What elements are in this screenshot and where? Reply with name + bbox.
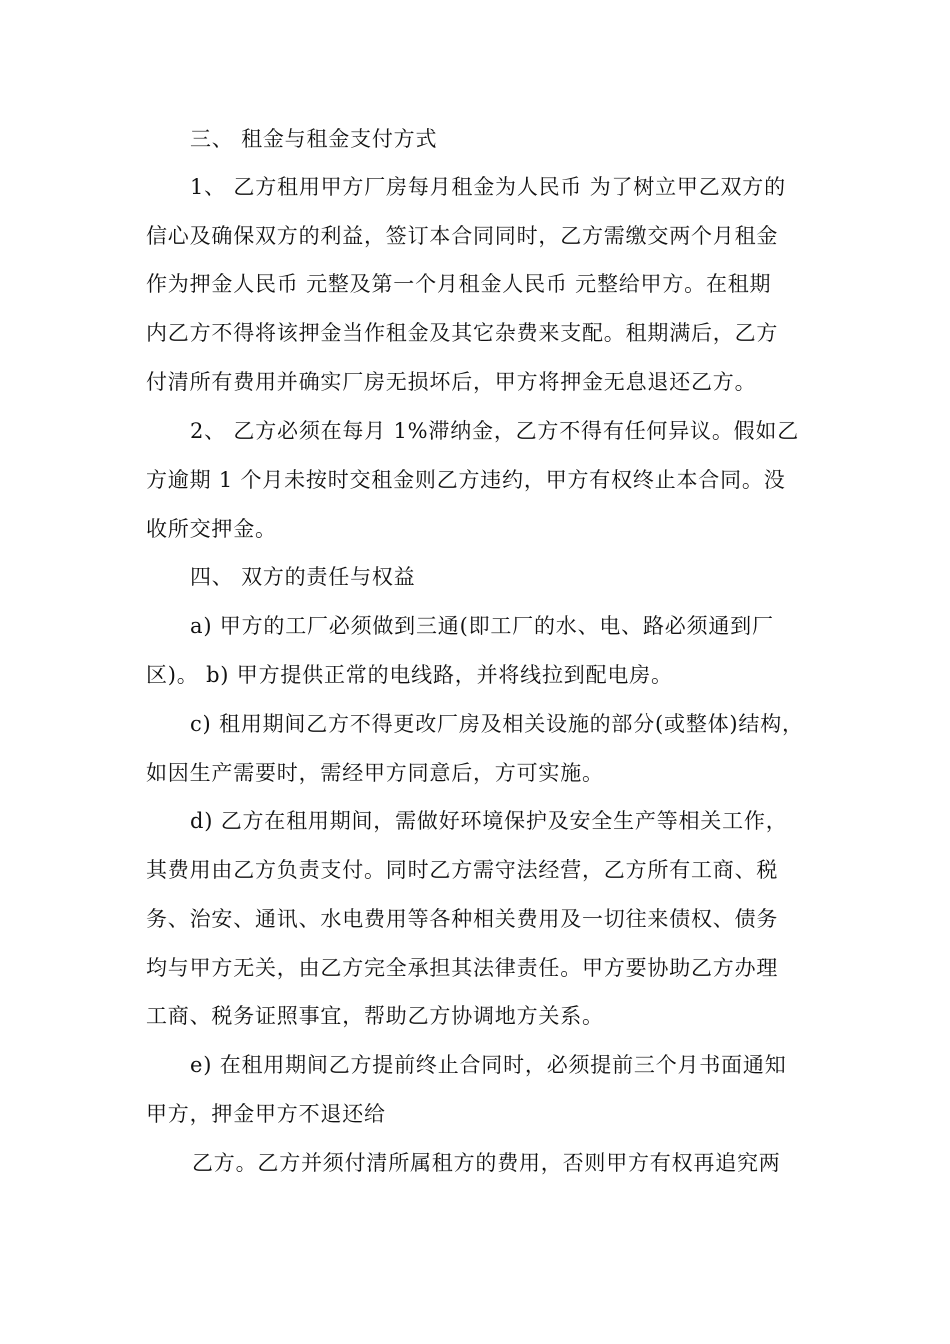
clause-d-line: 其费用由乙方负责支付。同时乙方需守法经营，乙方所有工商、税 <box>146 858 779 882</box>
clause-e-line: 乙方。乙方并须付清所属租方的费用，否则甲方有权再追究两 <box>192 1151 781 1175</box>
clause-1-line: 作为押金人民币 元整及第一个月租金人民币 元整给甲方。在租期 <box>146 272 772 296</box>
clause-2-line: 方逾期 1 个月未按时交租金则乙方违约，甲方有权终止本合同。没 <box>146 468 786 492</box>
clause-2-line: 2、 乙方必须在每月 1%滞纳金，乙方不得有任何异议。假如乙 <box>190 419 800 443</box>
clause-1-line: 付清所有费用并确实厂房无损坏后，甲方将押金无息退还乙方。 <box>146 370 757 394</box>
clause-1-line: 信心及确保双方的利益，签订本合同同时，乙方需缴交两个月租金 <box>146 224 779 248</box>
clause-c-line: c) 租用期间乙方不得更改厂房及相关设施的部分(或整体)结构， <box>190 712 804 736</box>
clause-d-line: d) 乙方在租用期间，需做好环境保护及安全生产等相关工作， <box>190 809 788 833</box>
clause-d-line: 务、治安、通讯、水电费用等各种相关费用及一切往来债权、债务 <box>146 907 779 931</box>
clause-1-line: 1、 乙方租用甲方厂房每月租金为人民币 为了树立甲乙双方的 <box>190 175 786 199</box>
clause-a-line: a) 甲方的工厂必须做到三通(即工厂的水、电、路必须通到厂 <box>190 614 774 638</box>
clause-e-line: e) 在租用期间乙方提前终止合同时，必须提前三个月书面通知 <box>190 1053 787 1077</box>
section-heading-3: 三、 租金与租金支付方式 <box>190 127 438 151</box>
clause-1-line: 内乙方不得将该押金当作租金及其它杂费来支配。租期满后，乙方 <box>146 321 779 345</box>
clause-b-line: 区)。 b) 甲方提供正常的电线路，并将线拉到配电房。 <box>146 663 673 687</box>
clause-c-line: 如因生产需要时，需经甲方同意后，方可实施。 <box>146 761 604 785</box>
clause-d-line: 工商、税务证照事宜，帮助乙方协调地方关系。 <box>146 1004 604 1028</box>
clause-d-line: 均与甲方无关，由乙方完全承担其法律责任。甲方要协助乙方办理 <box>146 956 779 980</box>
section-heading-4: 四、 双方的责任与权益 <box>190 565 416 589</box>
clause-2-line: 收所交押金。 <box>146 517 277 541</box>
clause-e-line: 甲方，押金甲方不退还给 <box>146 1102 386 1126</box>
